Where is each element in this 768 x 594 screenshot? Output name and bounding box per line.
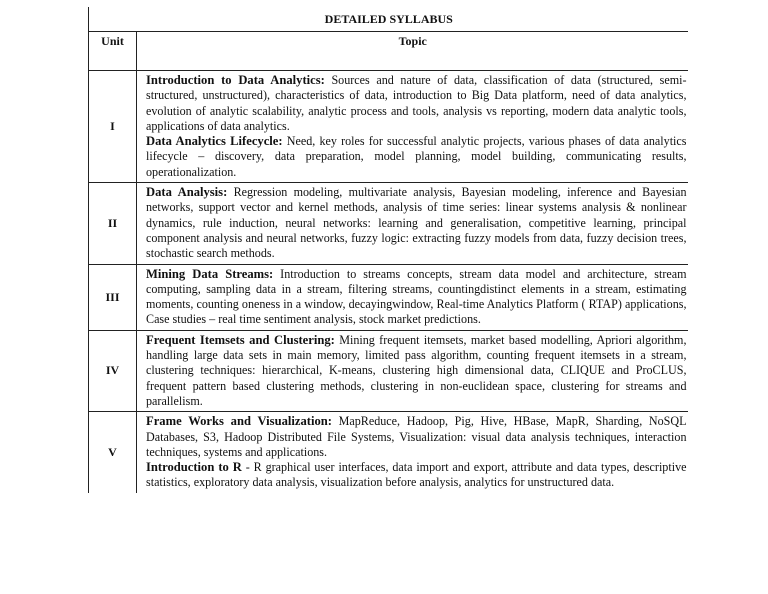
topic-cell [137,183,689,264]
unit-number: IV [89,330,137,411]
table-row [89,183,689,264]
topic-cell [137,71,689,183]
unit-number: III [89,264,137,330]
topic-text: Regression modeling, multivariate analysis, Bayesian modeling, inference and Bayesian networks, support vector and kernel methods, analysis of time series: linear systems analysis & nonlinear dynamics, rule induction, neural networks: learning and generalisation, competitive learning, principal component analysis and neural networks, fuzzy logic: extracting fuzzy models from data, fuzzy decision trees, stochastic search methods. [146,185,687,261]
topic-text: Mining frequent itemsets, market based modelling, Apriori algorithm, handling large data sets in main memory, limited pass algorithm, counting frequent itemsets in a stream, clustering techniques: hierarchical, K-means, clustering high dimensional data, CLIQUE and ProCLUS, frequent pattern based clustering methods, clustering in non-euclidean space, clustering for streams and parallelism. [146,332,687,408]
topic-text: Sources and nature of data, classification of data (structured, semi-structured, unstructured), characteristics of data, introduction to Big Data platform, need of data analytics, evolution of analytic scalability, analytic process and tools, analysis vs reporting, modern data analytic tools, applications of data analytics. [146,73,687,133]
table-row [89,330,689,411]
topic-paragraph [146,460,687,491]
topic-heading: Data Analysis: [146,185,228,200]
syllabus-document [88,7,688,587]
topic-heading: Introduction to R [146,460,242,475]
topic-paragraph [146,185,687,261]
topic-cell [137,330,689,411]
topic-heading: Frame Works and Visualization: [146,414,332,429]
topic-paragraph [146,333,687,409]
topic-text: Need, key roles for successful analytic projects, various phases of data analytics lifecycle – discovery, data preparation, model planning, model building, communicating results, operationalization. [146,134,687,179]
unit-number: V [89,412,137,493]
table-row [89,71,689,183]
topic-paragraph [146,134,687,180]
topic-cell [137,412,689,493]
unit-number: I [89,71,137,183]
table-row [89,264,689,330]
topic-heading: Data Analytics Lifecycle: [146,134,283,149]
unit-column-header: Unit [89,32,137,71]
syllabus-table [88,7,688,493]
topic-heading: Mining Data Streams: [146,266,274,281]
topic-heading: Frequent Itemsets and Clustering: [146,332,335,347]
topic-paragraph [146,73,687,134]
topic-cell [137,264,689,330]
table-row [89,412,689,493]
topic-paragraph [146,267,687,328]
page-title: DETAILED SYLLABUS [89,7,689,32]
unit-number: II [89,183,137,264]
topic-text: - R graphical user interfaces, data import and export, attribute and data types, descriptive statistics, exploratory data analysis, visualization before analysis, analytics for unstructured data. [146,460,687,490]
topic-paragraph [146,414,687,460]
header-row [89,32,689,71]
topic-heading: Introduction to Data Analytics: [146,73,325,87]
topic-text: Introduction to streams concepts, stream data model and architecture, stream computing, sampling data in a stream, filtering streams, countingdistinct elements in a stream, estimating moments, counting oneness in a window, decayingwindow, Real-time Analytics Platform ( RTAP) applications, Case studies – real time sentiment analysis, stock market predictions. [146,266,687,327]
topic-text: MapReduce, Hadoop, Pig, Hive, HBase, MapR, Sharding, NoSQL Databases, S3, Hadoop Distributed File Systems, Visualization: visual data analysis techniques, interaction techniques, systems and applications. [146,414,687,459]
title-row [89,7,689,32]
topic-column-header: Topic [137,32,689,71]
